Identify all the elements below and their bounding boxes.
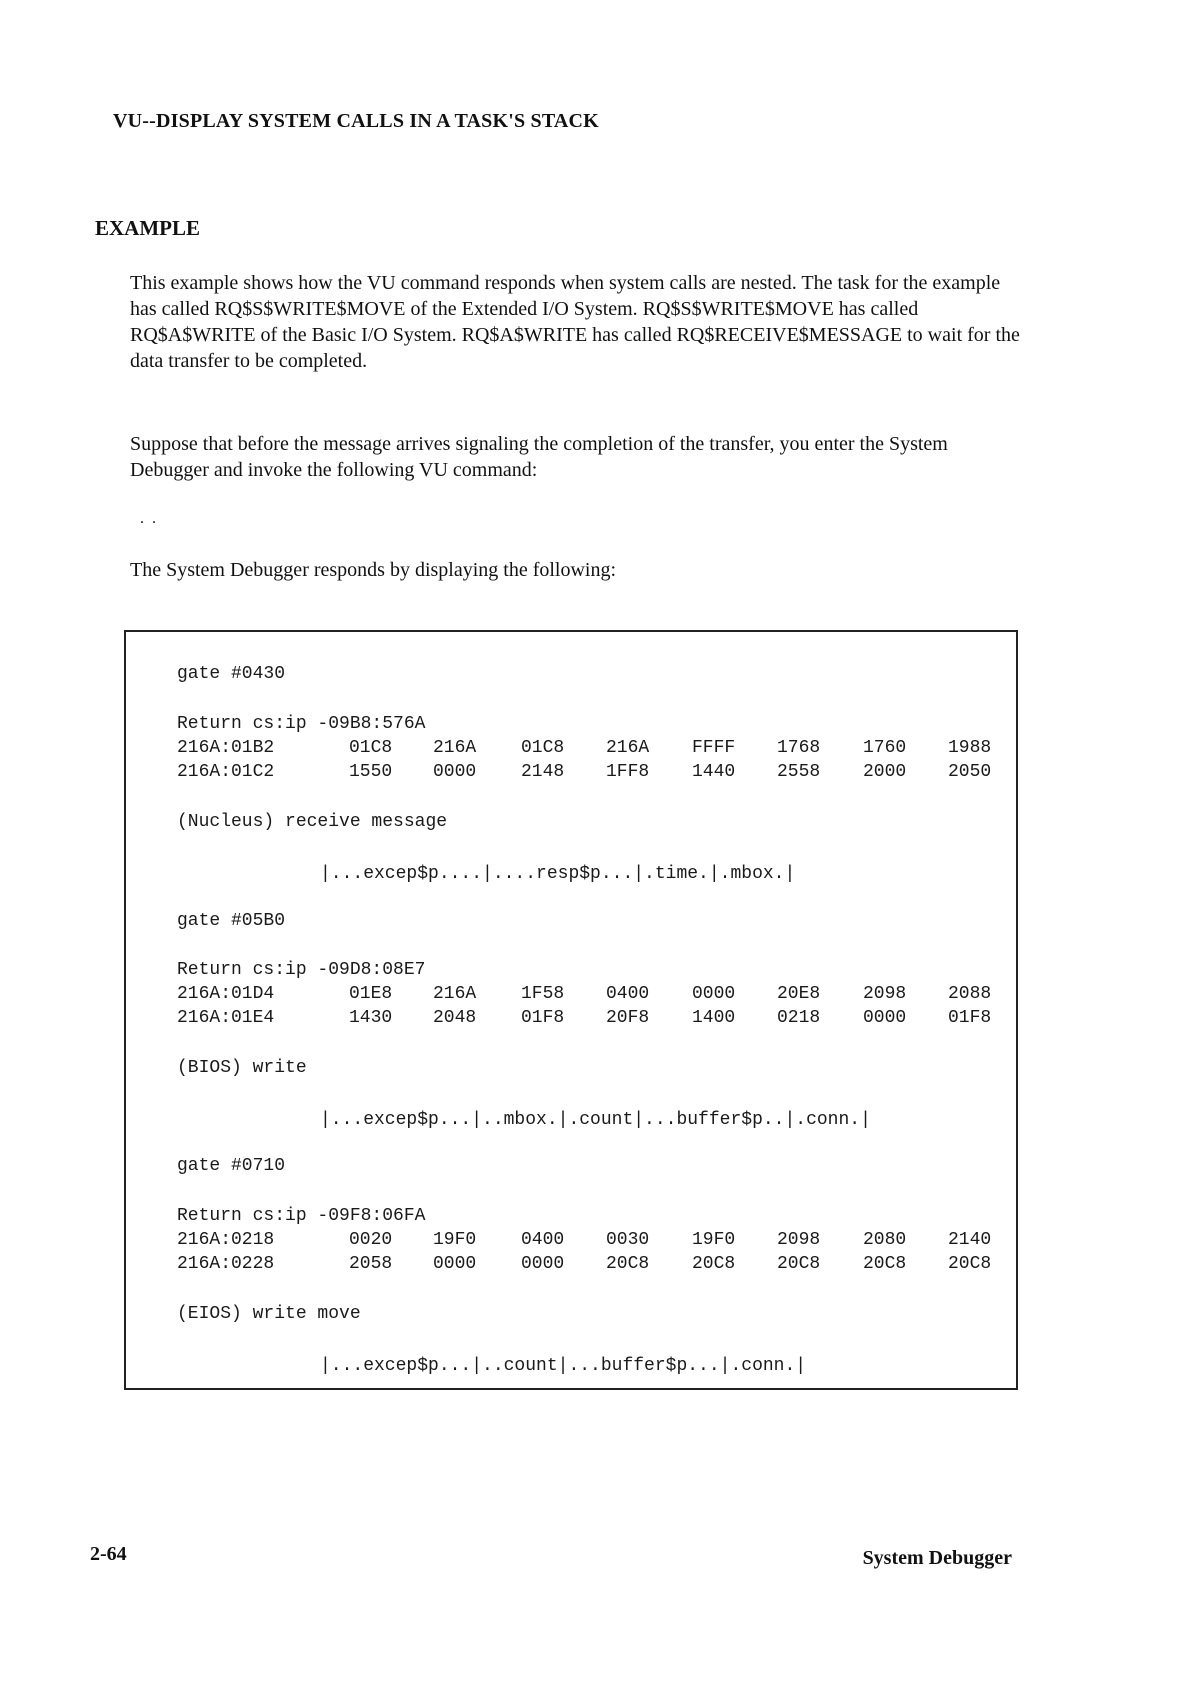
stack-word: 1400 — [692, 1008, 736, 1028]
stack-word: 2080 — [863, 1230, 907, 1250]
stack-word: 216A — [433, 738, 477, 758]
stack-word: 0000 — [692, 984, 736, 1004]
stack-word: 2098 — [863, 984, 907, 1004]
stack-word: 2098 — [777, 1230, 821, 1250]
stack-word: 1430 — [349, 1008, 393, 1028]
parameter-layout: |...excep$p...|..count|...buffer$p...|.conn.| — [320, 1356, 807, 1376]
stack-word: 19F0 — [433, 1230, 477, 1250]
system-call-name: (EIOS) write move — [177, 1304, 361, 1324]
stack-word: 20F8 — [606, 1008, 650, 1028]
stack-address: 216A:0218 — [177, 1230, 275, 1250]
stack-address: 216A:01E4 — [177, 1008, 275, 1028]
stack-address: 216A:01B2 — [177, 738, 275, 758]
gate-label: gate #05B0 — [177, 911, 286, 931]
stack-word: 216A — [606, 738, 650, 758]
stack-word: 1550 — [349, 762, 393, 782]
stack-word: 1FF8 — [606, 762, 650, 782]
stack-word: 01F8 — [521, 1008, 565, 1028]
stack-word: 2088 — [948, 984, 992, 1004]
system-call-name: (BIOS) write — [177, 1058, 307, 1078]
stack-word: 20C8 — [606, 1254, 650, 1274]
paragraph-2: Suppose that before the message arrives signaling the completion of the transfer, you enter the System Debugger and invoke the following VU command: — [130, 433, 948, 481]
paragraph-1: This example shows how the VU command responds when system calls are nested. The task for the example has called RQ$S$WRITE$MOVE of the Extended I/O System. RQ$S$WRITE$MOVE has called RQ$A$WRITE of the Basic I/O System. RQ$A$WRITE has called RQ$RECEIVE$MESSAGE to wait for the data transfer to be completed. — [130, 272, 1020, 372]
stack-word: 1988 — [948, 738, 992, 758]
system-call-name: (Nucleus) receive message — [177, 812, 448, 832]
stack-word: 20C8 — [948, 1254, 992, 1274]
stack-word: 19F0 — [692, 1230, 736, 1250]
stack-word: 0030 — [606, 1230, 650, 1250]
stack-word: 2140 — [948, 1230, 992, 1250]
stack-word: 01C8 — [521, 738, 565, 758]
stack-word: 0218 — [777, 1008, 821, 1028]
stack-word: 2048 — [433, 1008, 477, 1028]
stack-word: 1F58 — [521, 984, 565, 1004]
stack-word: 0000 — [433, 762, 477, 782]
stack-word: 01C8 — [349, 738, 393, 758]
stack-word: 1768 — [777, 738, 821, 758]
return-address: Return cs:ip -09B8:576A — [177, 714, 426, 734]
page-header: VU--DISPLAY SYSTEM CALLS IN A TASK'S STACK — [113, 110, 599, 132]
stack-word: 2000 — [863, 762, 907, 782]
stack-word: 2058 — [349, 1254, 393, 1274]
stack-word: 0400 — [606, 984, 650, 1004]
section-heading: EXAMPLE — [95, 216, 200, 240]
stack-word: 0000 — [433, 1254, 477, 1274]
stack-address: 216A:01C2 — [177, 762, 275, 782]
return-address: Return cs:ip -09D8:08E7 — [177, 960, 426, 980]
page-number: 2-64 — [90, 1543, 127, 1565]
stack-word: FFFF — [692, 738, 736, 758]
stack-word: 1760 — [863, 738, 907, 758]
stack-word: 2050 — [948, 762, 992, 782]
stack-address: 216A:0228 — [177, 1254, 275, 1274]
stack-word: 20C8 — [692, 1254, 736, 1274]
stack-word: 01F8 — [948, 1008, 992, 1028]
command-line: . . — [140, 510, 158, 527]
stack-word: 0020 — [349, 1230, 393, 1250]
stack-word: 2148 — [521, 762, 565, 782]
gate-label: gate #0710 — [177, 1156, 286, 1176]
stack-word: 216A — [433, 984, 477, 1004]
parameter-layout: |...excep$p....|....resp$p...|.time.|.mbox.| — [320, 864, 796, 884]
stack-address: 216A:01D4 — [177, 984, 275, 1004]
footer-title: System Debugger — [862, 1547, 1012, 1569]
return-address: Return cs:ip -09F8:06FA — [177, 1206, 426, 1226]
stack-word: 0000 — [521, 1254, 565, 1274]
stack-word: 01E8 — [349, 984, 393, 1004]
stack-word: 20C8 — [777, 1254, 821, 1274]
debugger-output-box — [124, 630, 1018, 1390]
stack-word: 0000 — [863, 1008, 907, 1028]
intro-paragraph: The System Debugger responds by displaying the following: — [130, 559, 617, 581]
stack-word: 20C8 — [863, 1254, 907, 1274]
stack-word: 1440 — [692, 762, 736, 782]
gate-label: gate #0430 — [177, 664, 286, 684]
parameter-layout: |...excep$p...|..mbox.|.count|...buffer$p..|.conn.| — [320, 1110, 871, 1130]
stack-word: 0400 — [521, 1230, 565, 1250]
stack-word: 20E8 — [777, 984, 821, 1004]
stack-word: 2558 — [777, 762, 821, 782]
